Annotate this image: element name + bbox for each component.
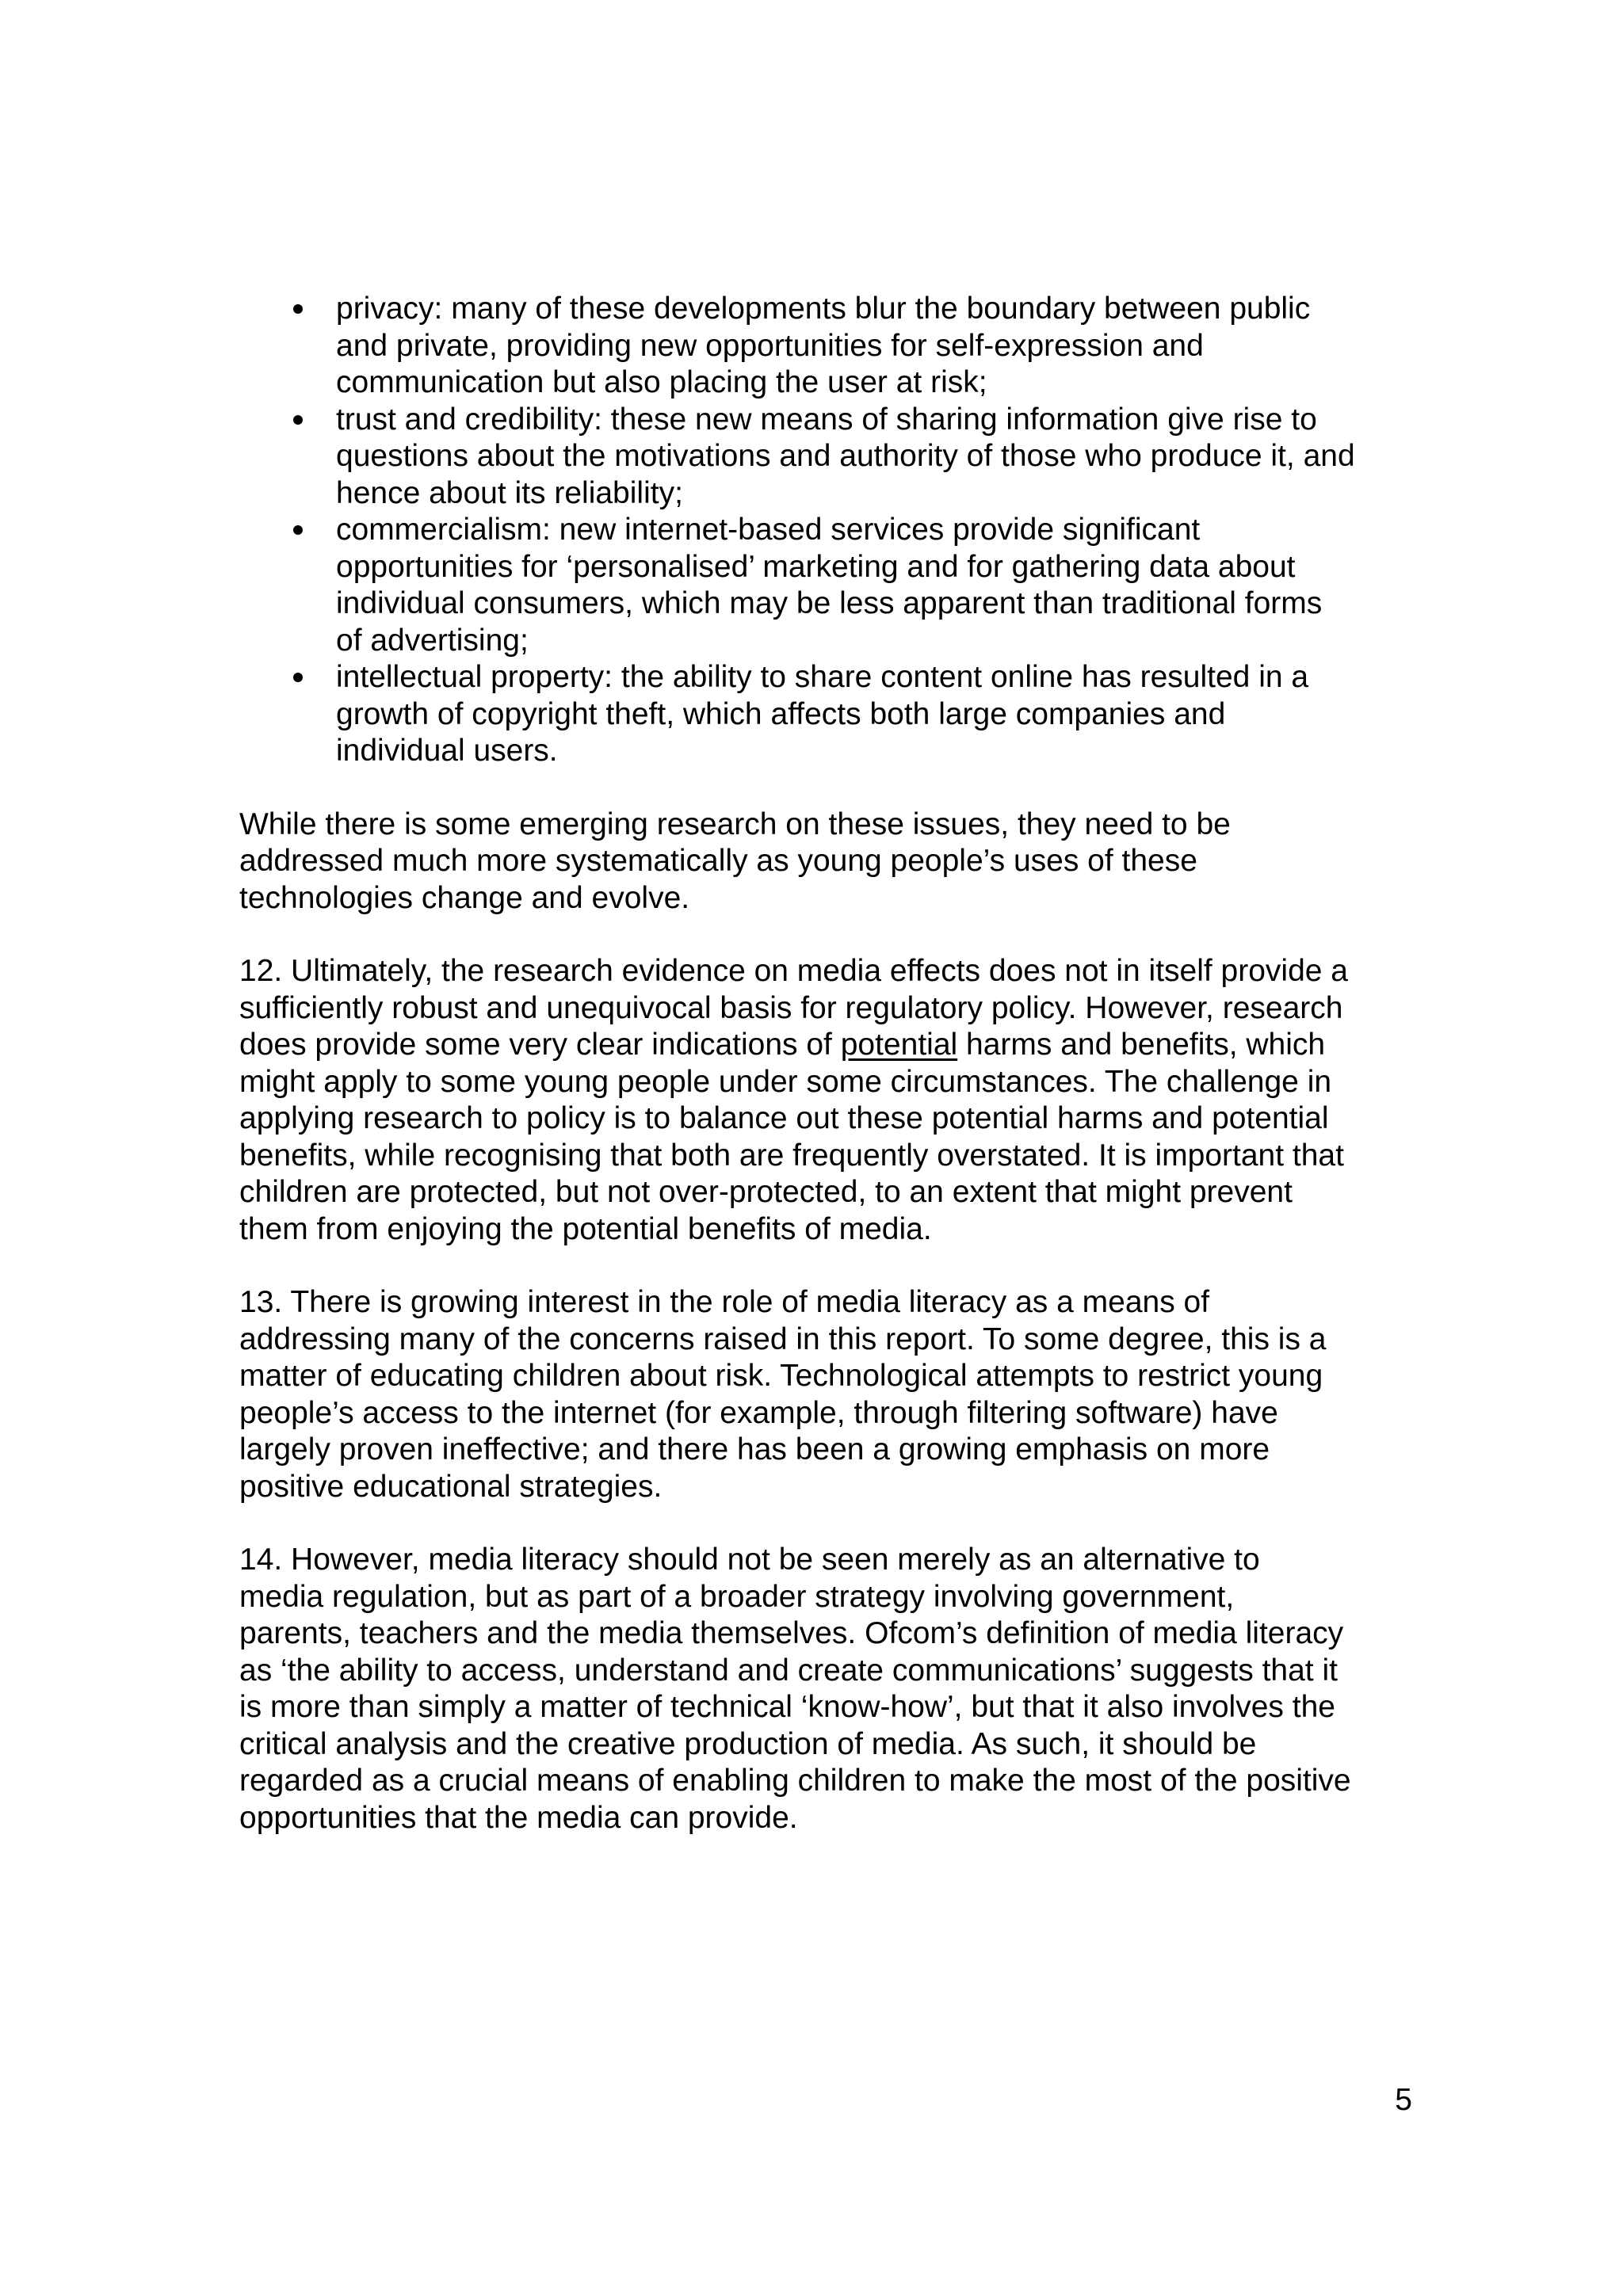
paragraph-line: positive educational strategies. (239, 1469, 663, 1504)
bullet-icon (293, 525, 303, 535)
paragraph-line: them from enjoying the potential benefits of media. (239, 1211, 932, 1246)
page-content (239, 291, 1412, 1836)
paragraph-line: largely proven ineffective; and there has been a growing emphasis on more (239, 1432, 1270, 1466)
bullet-line: individual consumers, which may be less apparent than traditional forms (336, 586, 1323, 620)
paragraph-line-start: does provide some very clear indications of (239, 1028, 841, 1062)
bullet-line: hence about its reliability; (336, 475, 683, 510)
paragraph-line: matter of educating children about risk. Technological attempts to restrict young (239, 1359, 1323, 1393)
bullet-icon (293, 304, 303, 314)
bullet-line: opportunities for ‘personalised’ marketing and for gathering data about (336, 549, 1296, 584)
paragraph-line: 12. Ultimately, the research evidence on media effects does not in itself provide a (239, 954, 1348, 988)
bullet-item-commercialism (239, 512, 1412, 659)
paragraph-line: children are protected, but not over-protected, to an extent that might prevent (239, 1175, 1293, 1209)
bullet-icon (293, 415, 303, 425)
paragraph-line: is more than simply a matter of technical ‘know-how’, but that it also involves the (239, 1690, 1335, 1724)
paragraph-line: benefits, while recognising that both are frequently overstated. It is important that (239, 1138, 1344, 1173)
bullet-line: and private, providing new opportunities for self-expression and (336, 328, 1204, 363)
bullet-line: privacy: many of these developments blur the boundary between public (336, 292, 1311, 326)
page-number: 5 (1395, 2083, 1412, 2117)
bullet-line: individual users. (336, 734, 558, 768)
bullet-line: questions about the motivations and authority of those who produce it, and (336, 439, 1355, 473)
paragraph-12 (239, 953, 1412, 1248)
paragraph-line: opportunities that the media can provide. (239, 1800, 798, 1835)
bullet-line: communication but also placing the user at risk; (336, 365, 987, 399)
bullet-line: commercialism: new internet-based services provide significant (336, 513, 1201, 547)
paragraph-13 (239, 1284, 1412, 1505)
paragraph-line: addressed much more systematically as young people’s uses of these (239, 844, 1197, 878)
paragraph-line: critical analysis and the creative production of media. As such, it should be (239, 1726, 1257, 1761)
paragraph-line: might apply to some young people under some circumstances. The challenge in (239, 1064, 1332, 1099)
paragraph-line: 13. There is growing interest in the role of media literacy as a means of (239, 1285, 1210, 1319)
paragraph-line: While there is some emerging research on these issues, they need to be (239, 807, 1231, 841)
bullet-item-intellectual-property (239, 659, 1412, 770)
bullet-icon (293, 673, 303, 682)
paragraph-line: technologies change and evolve. (239, 880, 690, 915)
paragraph-line: people’s access to the internet (for example, through filtering software) have (239, 1395, 1278, 1430)
bullet-line: intellectual property: the ability to share content online has resulted in a (336, 660, 1309, 694)
bullet-item-privacy (239, 291, 1412, 402)
paragraph-intro (239, 807, 1412, 917)
paragraph-line: media regulation, but as part of a broader strategy involving government, (239, 1579, 1235, 1614)
paragraph-line: applying research to policy is to balance out these potential harms and potential (239, 1101, 1329, 1135)
paragraph-line: parents, teachers and the media themselves. Ofcom’s definition of media literacy (239, 1616, 1344, 1650)
bullet-line: of advertising; (336, 623, 529, 658)
underlined-word: potential (840, 1028, 958, 1062)
bullet-line: growth of copyright theft, which affects both large companies and (336, 696, 1226, 731)
paragraph-line: as ‘the ability to access, understand and create communications’ suggests that it (239, 1653, 1338, 1688)
paragraph-line: 14. However, media literacy should not be seen merely as an alternative to (239, 1543, 1260, 1577)
bullet-item-trust (239, 402, 1412, 513)
paragraph-line: sufficiently robust and unequivocal basis for regulatory policy. However, research (239, 990, 1343, 1025)
paragraph-line: regarded as a crucial means of enabling children to make the most of the positive (239, 1764, 1351, 1798)
paragraph-14 (239, 1542, 1412, 1836)
paragraph-line-end: harms and benefits, which (957, 1028, 1326, 1062)
issues-bullet-list (239, 291, 1412, 770)
paragraph-line: addressing many of the concerns raised in this report. To some degree, this is a (239, 1322, 1327, 1356)
bullet-line: trust and credibility: these new means of sharing information give rise to (336, 402, 1317, 437)
